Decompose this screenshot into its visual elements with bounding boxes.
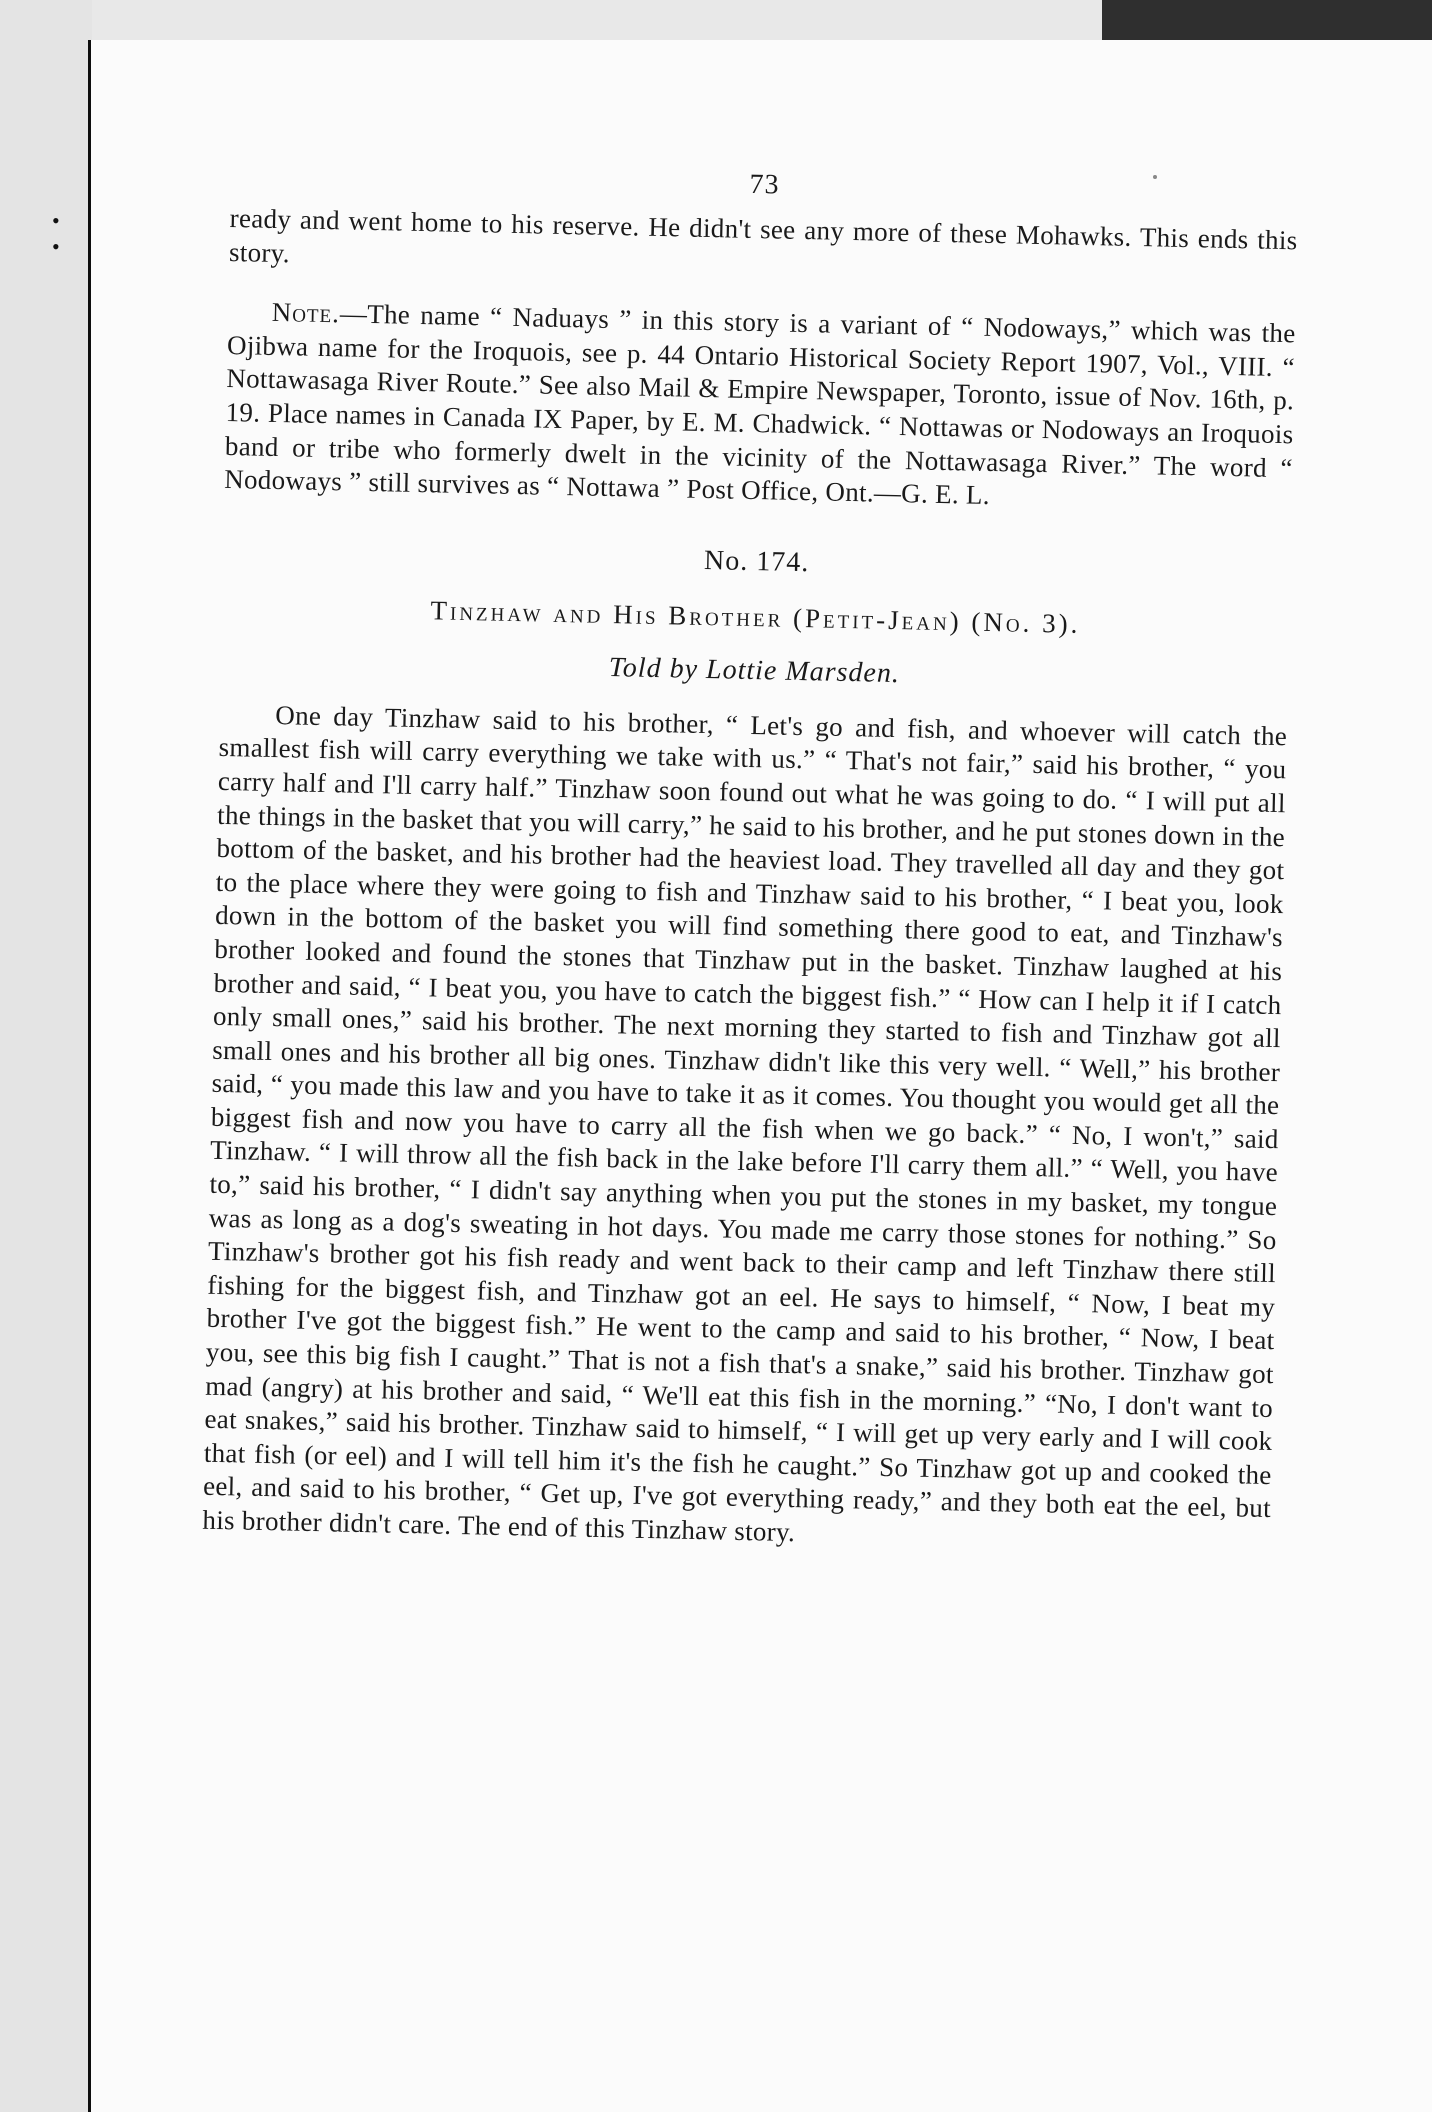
story-body: One day Tinzhaw said to his brother, “ Let's go and fish, and whoever will catch the smallest fish will carry everything we take with us.” “ That's not fair,” said his brother, “ you carry half and I'll carry half.” Tinzhaw soon found out what he was going to do. “ I will put all the things in the basket that you will carry,” he said to his brother, and he put stones down in the bottom of the basket, and his brother had the heaviest load. They travelled all day and they got to the place where they were going to fish and Tinzhaw said to his brother, “ I beat you, look down in the bottom of the basket you will find something there good to eat, and Tinzhaw's brother looked and found the stones that Tinzhaw put in the basket. Tinzhaw laughed at his brother and said, “ I beat you, you have to catch the biggest fish.” “ How can I help it if I catch only small ones,” said his brother. The next morning they started to fish and Tinzhaw got all small ones and his brother all big ones. Tinzhaw didn't like this very well. “ Well,” his brother said, “ you made this law and you have to take it as it comes. You thought you would get all the biggest fish and now you have to carry all the fish when we go back.” “ No, I won't,” said Tinzhaw. “ I will throw all the fish back in the lake before I'll carry them all.” “ Well, you have to,” said his brother, “ I didn't say anything when you put the stones in my basket, my tongue was as long as a dog's sweating in hot days. You made me carry those stones for nothing.” So Tinzhaw's brother got his fish ready and went back to their camp and left Tinzhaw there still fishing for the biggest fish, and Tinzhaw got an eel. He says to himself, “ Now, I beat my brother I've got the biggest fish.” He went to the camp and said to his brother, “ Now, I beat you, see this big fish I caught.” That is not a fish that's a snake,” said his brother. Tinzhaw got mad (angry) at his brother and said, “ We'll eat this fish in the morning.” “No, I don't want to eat snakes,” said his brother. Tinzhaw said to himself, “ I will get up very early and I will cook that fish (or eel) and I will tell him it's the fish he caught.” So Tinzhaw got up and cooked the eel, and said to his brother, “ Get up, I've got everything ready,” and they both eat the eel, but his brother didn't care. The end of this Tinzhaw story. [202,699,1288,1548]
note-paragraph [224,295,1296,519]
story-title: Tinzhaw and His Brother (Petit-Jean) (No. 3). [430,595,1081,639]
page-content [202,158,1299,1560]
previous-page-edge [0,0,92,2112]
note-text: —The name “ Naduays ” in this story is a variant of “ Nodoways,” which was the Ojibwa name for the Iroquois, see p. 44 Ontario Historical Society Report 1907, Vol., VIII. “ Nottawasaga River Route.” See also Mail & Empire Newspaper, Toronto, issue of Nov. 16th, p. 19. Place names in Canada IX Paper, by E. M. Chadwick. “ Nottawas or Nodoways an Iroquois band or tribe who formerly dwelt in the vicinity of the Nottawasaga River.” The word “ Nodoways ” still survives as “ Nottawa ” Post Office, Ont.—G. E. L. [223,298,1296,511]
story-number: No. 174. [703,544,810,578]
margin-marks: • • [52,208,78,259]
note-label: Note. [271,297,341,329]
continuation-paragraph: ready and went home to his reserve. He didn't see any more of these Mohawks. This ends this story. [228,202,1298,268]
book-page [88,40,1432,2112]
story-teller: Told by Lottie Marsden. [608,651,901,689]
page-number: 73 [749,168,780,201]
